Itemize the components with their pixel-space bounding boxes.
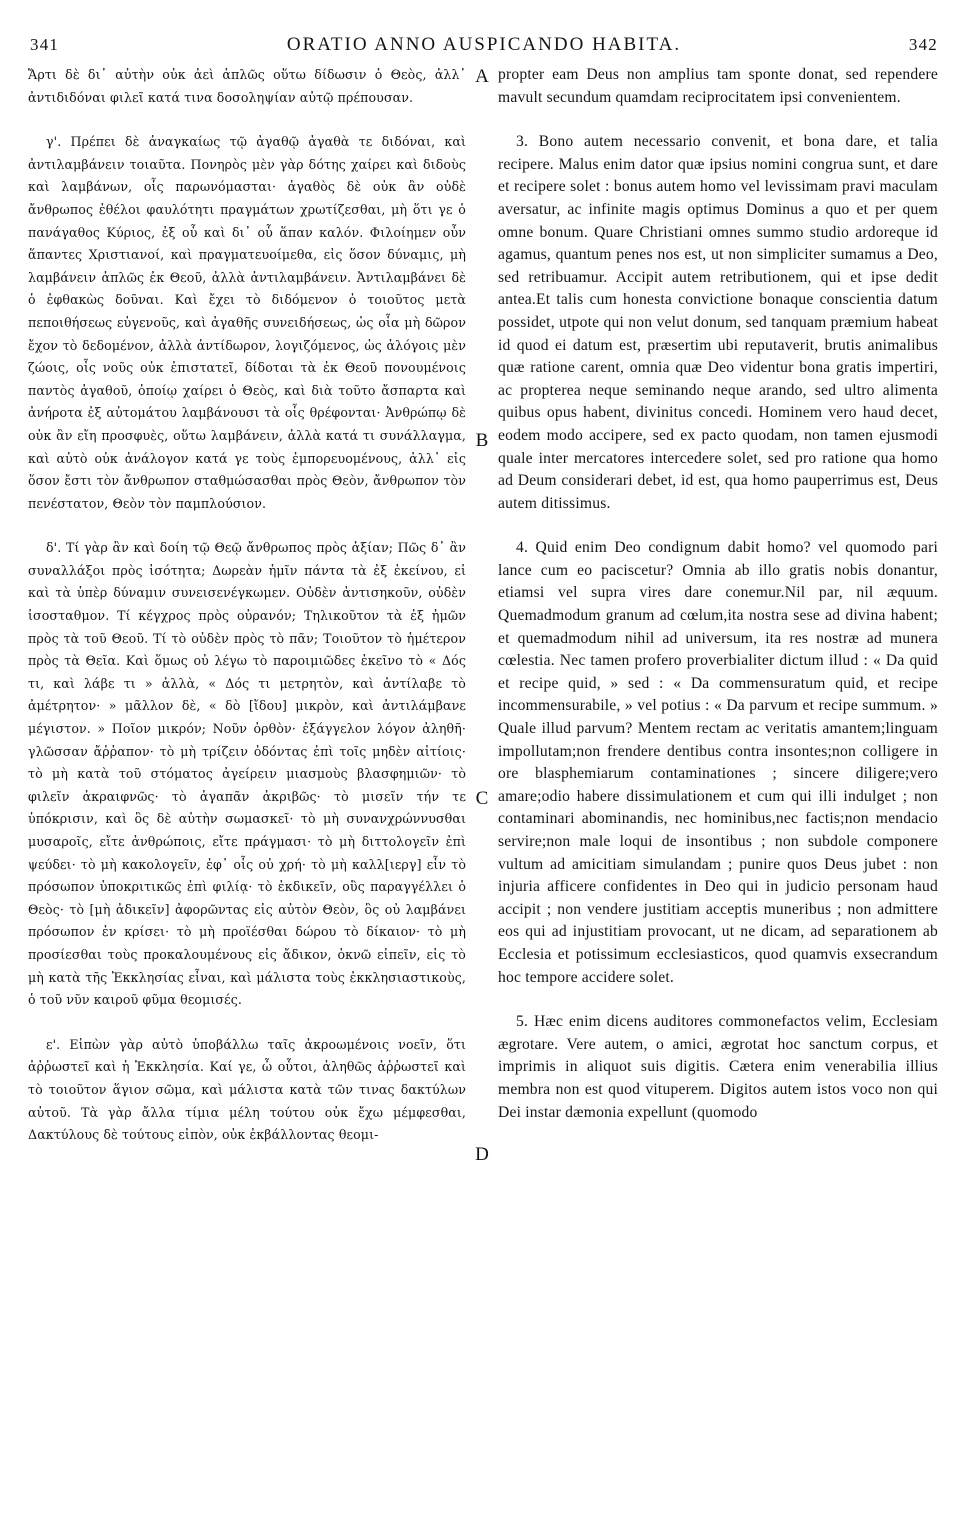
margin-marker-d: D: [475, 1144, 489, 1165]
latin-paragraph-1: propter eam Deus non amplius tam sponte donat, sed rependere mavult secundum quamdam reciprocitatem ipsi convenientem.: [498, 66, 938, 106]
greek-paragraph-3: δ'. Τί γὰρ ἂν καὶ δοίη τῷ Θεῷ ἄνθρωπος πρὸς ἀξίαν; Πῶς δ᾽ ἂν συναλλάξοι πρὸς ἰσότητα; Δωρεὰν ἡμῖν πάντα τὰ ἐξ ἐκείνου, εἰ καὶ τὰ ὑπὲρ δύναμιν συνεισενέγκωμεν. Οὐδὲν ἀντισηκοῦν, οὐδὲν ἰσοσταθμον. Τί κέγχρος πρὸς οὐρανόν; Τηλικοῦτον τὰ ἐξ ἡμῶν πρὸς τὰ τοῦ Θεοῦ. Τί τὸ οὐδὲν πρὸς τὸ πᾶν; Τοιοῦτον τὸ ἡμέτερον πρὸς τὰ Θεῖα. Καὶ ὅμως οὐ λέγω τὸ παροιμιῶδες ἐκεῖνο τὸ « Δός τι, καὶ λάβε τι » ἀλλὰ, « Δός τι μετρητὸν, καὶ ἀντίλαβε τὸ ἀμέτρητον· » μᾶλλον δὲ, « δὸ [ἴδου] μικρὸν, καὶ ἀντιλάμβανε μέγιστον. » Ποῖον μικρόν; Νοῦν ὀρθὸν· ἐξάγγελον λόγον ἀληθῆ· γλῶσσαν ἄῤῥαπον· τὸ μὴ τρίζειν ὀδόντας ἐπὶ τοῖς μηδὲν αἰτίοις· τὸ μὴ κατὰ τοῦ στόματος ἀγείρειν μιασμοὺς βλασφημιῶν· τὸ φιλεῖν ἀκραιφνῶς· τὸ ἀγαπᾶν ἀκριβῶς· τὸ μισεῖν τήν τε ὑπόκρισιν, καὶ ὃς δὲ αὐτὴν σωμασκεῖ· τὸ μὴ συνανχρώννυσθαι μυσαροῖς, εἴτε ἀνθρώποις, εἴτε πράγμασι· τὸ μὴ διττολογεῖν ἐπὶ ψεύδει· τὸ μὴ κακολογεῖν, ἐφ᾽ οἷς οὐ χρή· τὸ μὴ καλλ[ιεργ] εἶν τὸ πρόσωπον ὑποκριτικῶς ἐπὶ φιλίᾳ· τὸ ἐκδικεῖν, οὓς παραγγέλλει ὁ Θεὸς· τὸ [μὴ ἀδικεῖν] ἀφορῶντας εἰς αὐτὸν Θεὸν, ὃς οὐ λαμβάνει πρόσωπον ἐν κρίσει· τὸ μὴ προϊέσθαι δώρου τὸ δίκαιον· τὸ μὴ προσίεσθαι τοὺς προκαλουμένους εἰς ἄδικον, ὀκνῶ εἰπεῖν, εἰς τὸ μὴ κατὰ τῆς Ἐκκλησίας εἶναι, καὶ μάλιστα τοὺς ἐκκλησιαστικοὺς, ὁ τοῦ νῦν καιροῦ φῦμα θεομισές.: [28, 540, 466, 1008]
latin-paragraph-2: 3. Bono autem necessario convenit, et bona dare, et talia recipere. Malus enim dator quæ ipsius nomini congrua sunt, et dare et recipere solet : bonus autem homo vel levissimam pravi maculam aversatur, ac infinite magis optimus Dominus a quo et per quem omne bonum. Quare Christiani omnes summo studio ardoreque id agamus, quantum penes nos est, ut non simpliciter sumamus a Deo, sed retribuamur. Accipit autem retributionem, qui et ipse dedit antea.Et talis cum honesta convictione bonaque conscientia datum possidet, utpote qui non velut donum, sed tanquam præmium habeat id quod ei datum est, præsertim ubi reputaverit, brutis animalibus quæ ratione carent, omnia quæ Deo videntur bona gratis impertiri, ac propterea neque seminando neque arando, sed ultro alimenta quibus opus habent, divinitus concedi. Hominem vero haud decet, eodem modo accipere, sed ex pacto quodam, non tamen ejusmodi quale inter mercatores intercedere solet, sed pro ratione qua homo ad Deum considerari debet, id est, qua homo pauperrimus est, Deus autem ditissimus.: [498, 133, 938, 512]
latin-paragraph-4: 5. Hæc enim dicens auditores commonefactos velim, Ecclesiam ægrotare. Vere autem, o amici, ægrotat hoc sanctum corpus, et imprimis in aliquot suis digitis. Cætera enim venerabilia illius membra non est quod vituperem. Digitos autem istos voco non qui Dei instar dæmonia expellunt (quomodo: [498, 1013, 938, 1121]
greek-column: [28, 64, 466, 1147]
margin-marker-c: C: [475, 788, 489, 809]
margin-marker-b: B: [475, 430, 489, 451]
greek-paragraph-2: γ'. Πρέπει δὲ ἀναγκαίως τῷ ἀγαθῷ ἀγαθὰ τε διδόναι, καὶ ἀντιλαμβάνειν τοιαῦτα. Πονηρὸς μὲν γὰρ δότης χαίρει καὶ διδοὺς καὶ λαμβάνων, οἷς παρωνόμασται· ἀγαθὸς δὲ οὐκ ἂν οὐδὲ ἄνθρωπος ἐθέλοι φαυλότητι πραγμάτων χρωτίζεσθαι, μὴ ὅτι γε ὁ πανάγαθος Κύριος, ἐξ οὗ καὶ δι᾽ οὗ ἅπαν καλόν. Φιλοίημεν οὖν ἅπαντες Χριστιανοί, καὶ πραγματευοίμεθα, εἰς ὅσον δύναμις, μὴ λαμβάνειν ἁπλῶς ἐκ Θεοῦ, ἀλλὰ ἀντιλαμβάνειν. Ἀντιλαμβάνει δὲ ὁ ἐφθακὼς δοῦναι. Καὶ ἔχει τὸ διδόμενον ὁ τοιοῦτος μετὰ πεποιθήσεως εὐγενοῦς, καὶ ἀγαθῆς συνειδήσεως, ὡς οἷα μὴ δῶρον ἔχον τὸ δεδομένον, ἀλλὰ ἀντίδωρον, λογιζόμενος, ὡς ἀλόγοις μὲν ζώοις, οἷς νοῦς οὐκ ἐπιστατεῖ, δίδοται τὰ ἐκ Θεοῦ πονουμένοις παντὸς ἀγαθοῦ, ὁποίῳ χαίρει ὁ Θεὸς, καὶ διὰ τοῦτο ἄσπαρτα καὶ ἀνήροτα ἐξ αὐτομάτου λαμβάνουσι τὰ οἷς θρέφονται· Ἀνθρώπῳ δὲ οὐκ ἂν εἴη προσφυὲς, οὕτω λαμβάνειν, ἀλλὰ κατά τι συνάλλαγμα, καὶ αὐτὸ οὐκ ἀνάλογον κατά γε τοὺς ἐμπορευομένους, ἀλλ᾽ εἰς ὅσον ἔστι τὸν ἄνθρωπον σταθμώσασθαι πρὸς Θεὸν, ἄνθρωπον τὸν πενέστατον, Θεὸν τὸν παμπλούσιον.: [28, 134, 466, 511]
running-title: ORATIO ANNO AUSPICANDO HABITA.: [286, 34, 682, 55]
greek-paragraph-1: Ἄρτι δὲ δι᾽ αὐτὴν οὐκ ἀεὶ ἁπλῶς οὕτω δίδωσιν ὁ Θεὸς, ἀλλ᾽ ἀντιδιδόναι φιλεῖ κατά τινα δοσοληψίαν αὐτῷ πρέπουσαν.: [28, 67, 466, 105]
greek-paragraph-4: ε'. Εἰπὼν γὰρ αὐτὸ ὑποβάλλω ταῖς ἀκροωμένοις νοεῖν, ὅτι ἀῤῥωστεῖ καὶ ἡ Ἐκκλησία. Καί γε, ὦ οὗτοι, ἀληθῶς ἀῤῥωστεῖ καὶ τὸ τοιοῦτον ἅγιον σῶμα, καὶ μάλιστα κατὰ τῶν τινας δακτύλων αὐτοῦ. Τὰ γὰρ ἄλλα τίμια μέλη τούτου οὐκ ἔχω μέμφεσθαι, Δακτύλους δὲ τούτους εἰπὸν, οὐκ ἐκβάλλοντας θεομι-: [28, 1036, 466, 1143]
latin-column: [498, 64, 938, 1124]
running-header: [30, 28, 938, 62]
latin-paragraph-3: 4. Quid enim Deo condignum dabit homo? vel quomodo pari lance cum eo paciscetur? Omnia ab illo gratis nobis donantur, etiamsi vel supra vires dare conemur.Nil par, nil æquum. Quemadmodum granum ad cœlum,ita nostra sese ad divina habent; et quemadmodum nihil ad universum, ita res nostræ ad munera cœlestia. Nec tamen profero proverbialiter dictum illud : « Da quid et recipe quid, » sed : « Da commensuratum quid, et recipe incommensurabile, » vel potius : « Da parvum et recipe summum. » Quale illud parvum? Mentem rectam ac veritatis amantem;linguam impollutam;non frendere dentibus contra insontes;non colligere in ore blasphemiarum contaminationes ; sincere diligere;vero amare;odio habere dissimulationem et cum qui illi indulget ; non contaminari abominandis, nec hominibus,nec factis;non mendacio servire;non male loqui de insontibus ; non subdole componere vultum ad amicitiam simulandam ; punire quos Deus jubet : non injuria afficere confidentes in Deo qui in judicio personam haud accipit ; non vendere justitiam acceptis muneribus ; non admittere eos qui ad injustitiam provocant, ut ne dicam, ad separationem ab Ecclesia et potissimum ecclesiasticos, quod quamvis exsecrandum hoc tempore accidere solet.: [498, 539, 938, 986]
margin-marker-a: A: [475, 66, 489, 87]
page-number-right: 342: [908, 35, 938, 54]
page-number-left: 341: [30, 35, 60, 54]
